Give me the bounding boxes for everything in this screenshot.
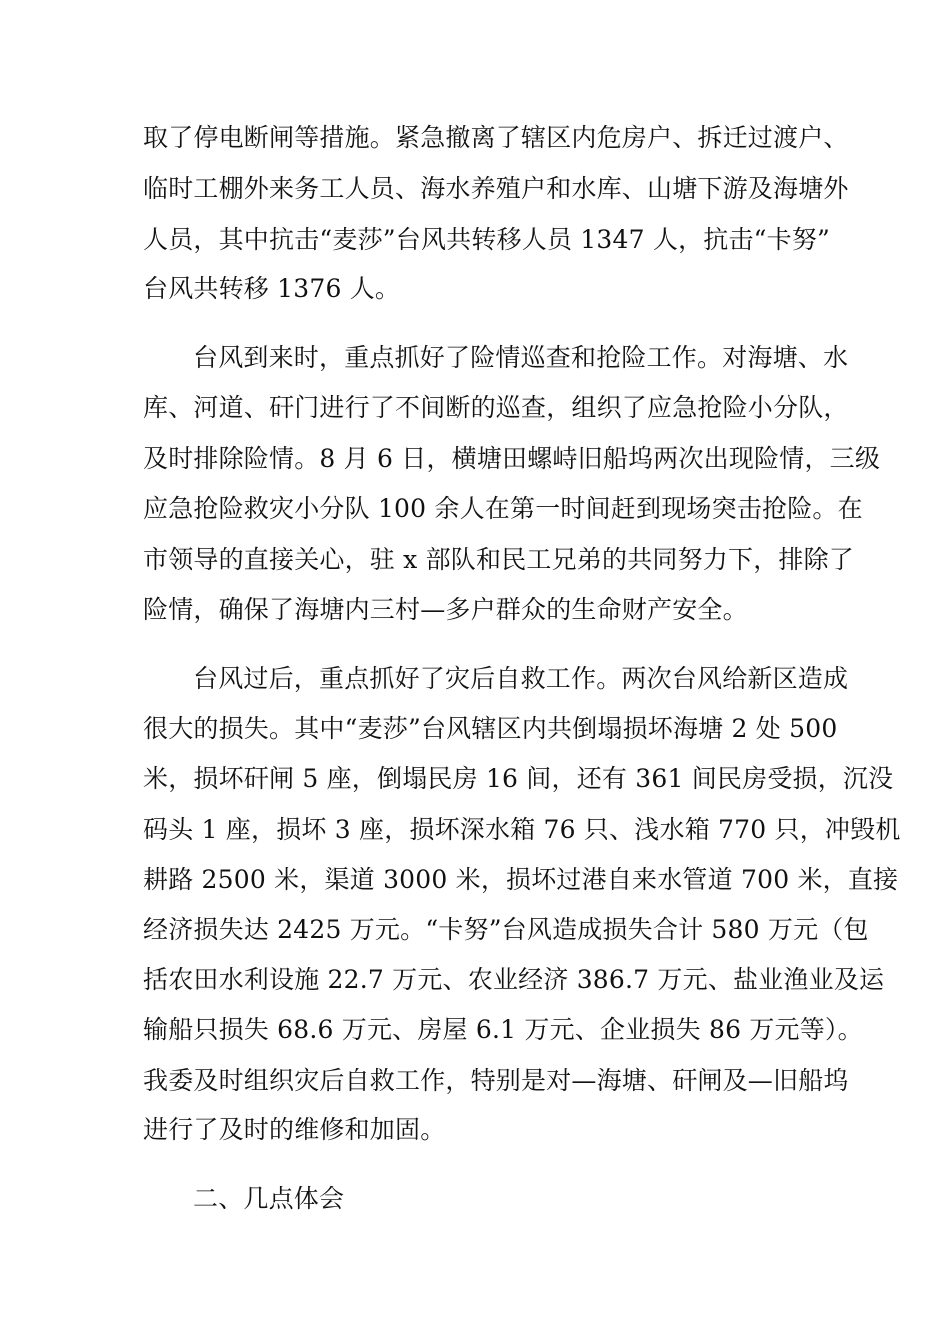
text-line: 应急抢险救灾小分队 100 余人在第一时间赶到现场突击抢险。在	[143, 494, 863, 523]
text-line: 取了停电断闸等措施。紧急撤离了辖区内危房户、拆迁过渡户、	[143, 123, 849, 152]
text-line: 险情，确保了海塘内三村—多户群众的生命财产安全。	[143, 595, 748, 624]
text-line: 台风共转移 1376 人。	[143, 274, 401, 303]
text-line: 临时工棚外来务工人员、海水养殖户和水库、山塘下游及海塘外	[143, 174, 849, 203]
text-line: 括农田水利设施 22.7 万元、农业经济 386.7 万元、盐业渔业及运	[143, 965, 885, 994]
text-line: 很大的损失。其中“麦莎”台风辖区内共倒塌损坏海塘 2 处 500	[143, 714, 838, 743]
text-line: 台风过后，重点抓好了灾后自救工作。两次台风给新区造成	[193, 664, 849, 693]
text-line: 码头 1 座，损坏 3 座，损坏深水箱 76 只、浅水箱 770 只，冲毁机	[143, 815, 901, 844]
text-line: 我委及时组织灾后自救工作，特别是对—海塘、矸闸及—旧船坞	[143, 1066, 849, 1095]
text-line: 输船只损失 68.6 万元、房屋 6.1 万元、企业损失 86 万元等）。	[143, 1015, 863, 1044]
text-line: 台风到来时，重点抓好了险情巡查和抢险工作。对海塘、水	[193, 343, 849, 372]
text-line: 经济损失达 2425 万元。“卡努”台风造成损失合计 580 万元（包	[143, 915, 869, 944]
section-heading: 二、几点体会	[193, 1184, 345, 1213]
text-line: 进行了及时的维修和加固。	[143, 1115, 446, 1144]
text-line: 市领导的直接关心，驻 x 部队和民工兄弟的共同努力下，排除了	[143, 545, 854, 574]
text-line: 耕路 2500 米，渠道 3000 米，损坏过港自来水管道 700 米，直接	[143, 865, 899, 894]
text-line: 人员，其中抗击“麦莎”台风共转移人员 1347 人，抗击“卡努”	[143, 225, 831, 254]
text-line: 库、河道、矸门进行了不间断的巡查，组织了应急抢险小分队，	[143, 393, 849, 422]
text-line: 及时排除险情。8 月 6 日，横塘田螺峙旧船坞两次出现险情，三级	[143, 444, 881, 473]
text-line: 米，损坏矸闸 5 座，倒塌民房 16 间，还有 361 间民房受损，沉没	[143, 764, 894, 793]
